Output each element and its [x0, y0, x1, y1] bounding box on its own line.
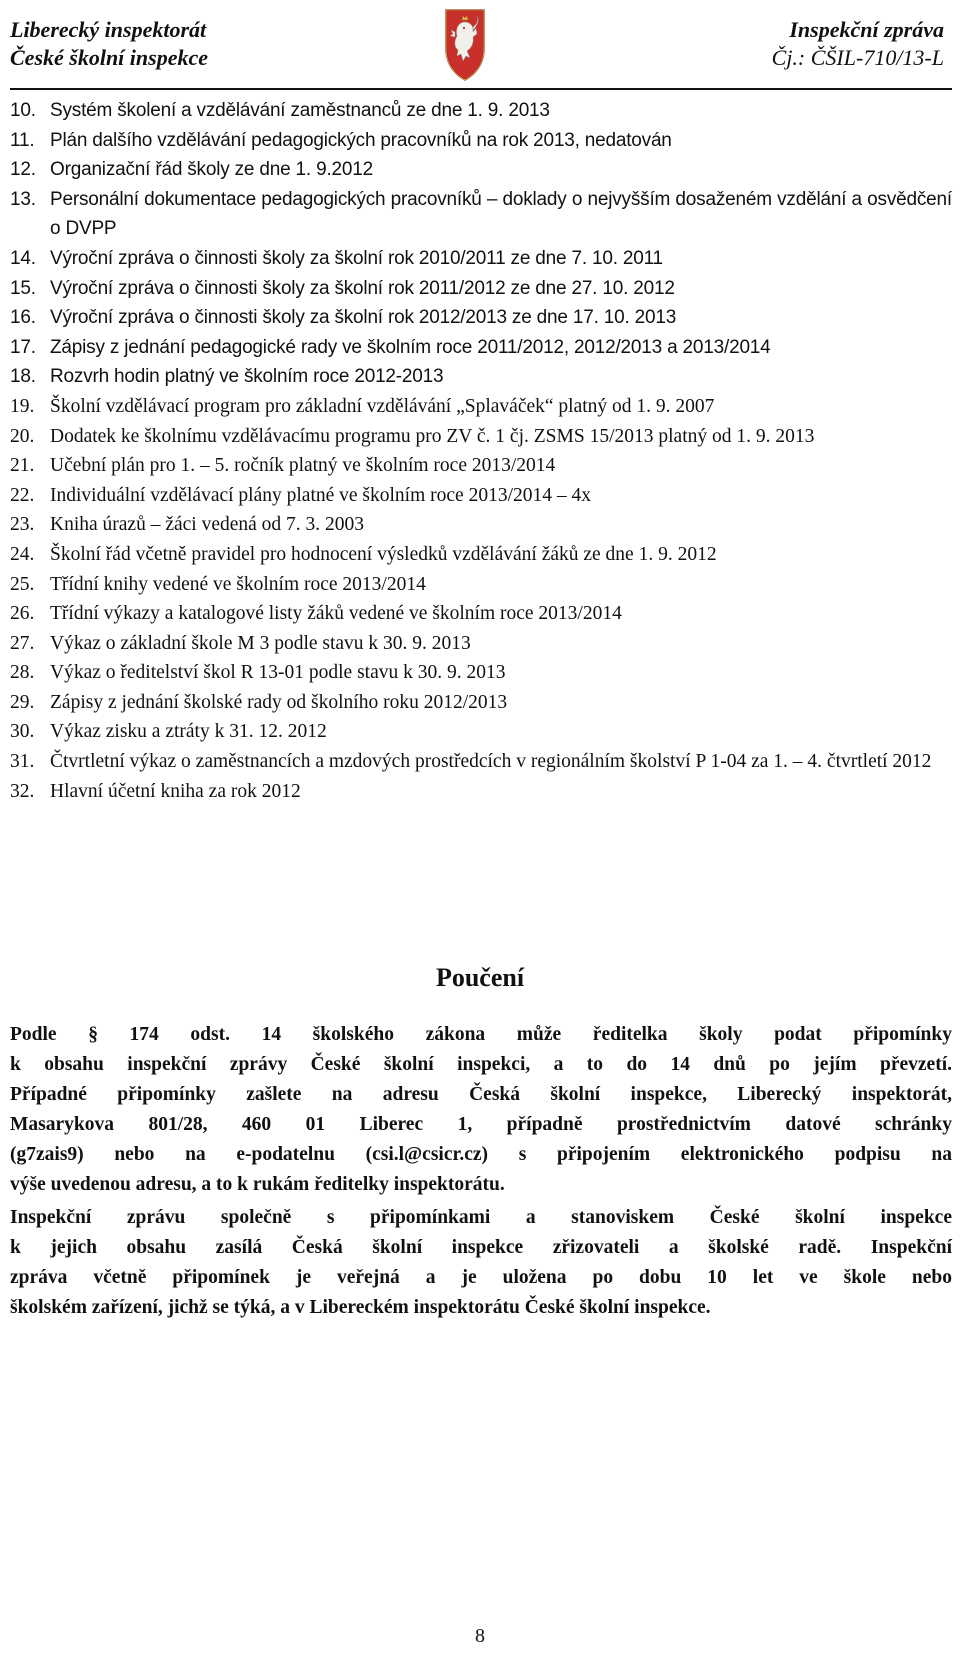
document-number: 18. [10, 366, 36, 388]
document-title: Výroční zpráva o činnosti školy za školní rok 2011/2012 ze dne 27. 10. 2012 [50, 277, 675, 299]
document-title: Zápisy z jednání školské rady od školního roku 2012/2013 [50, 691, 508, 713]
header-reference-number: Čj.: ČŠIL-710/13-L [771, 45, 944, 70]
document-list-item [10, 96, 952, 126]
header-institution: České školní inspekce [10, 45, 208, 70]
document-list-item [10, 185, 952, 244]
document-list-item [10, 599, 952, 629]
document-list-item [10, 688, 952, 718]
document-title: Hlavní účetní kniha za rok 2012 [50, 780, 301, 802]
document-title: Výkaz o základní škole M 3 podle stavu k 30. 9. 2013 [50, 632, 471, 654]
document-number: 32. [10, 780, 35, 802]
document-number: 25. [10, 573, 35, 595]
document-title: Personální dokumentace pedagogických pracovníků – doklady o nejvyšším dosaženém vzdělání a osvědčení o DVPP [50, 188, 952, 240]
document-list-item [10, 126, 952, 156]
document-number: 24. [10, 543, 35, 565]
document-list [10, 96, 952, 806]
document-title: Školní řád včetně pravidel pro hodnocení výsledků vzdělávání žáků ze dne 1. 9. 2012 [50, 543, 717, 565]
document-title: Kniha úrazů – žáci vedená od 7. 3. 2003 [50, 514, 365, 536]
document-list-item [10, 658, 952, 688]
document-title: Dodatek ke školnímu vzdělávacímu programu pro ZV č. 1 čj. ZSMS 15/2013 platný od 1. 9. 2013 [50, 425, 815, 447]
header-right [772, 16, 944, 72]
document-title: Zápisy z jednání pedagogické rady ve školním roce 2011/2012, 2012/2013 a 2013/2014 [50, 336, 771, 358]
document-list-item [10, 244, 952, 274]
document-list-item [10, 422, 952, 452]
document-title: Výroční zpráva o činnosti školy za školní rok 2012/2013 ze dne 17. 10. 2013 [50, 307, 677, 329]
document-number: 16. [10, 307, 36, 329]
document-number: 20. [10, 425, 35, 447]
document-list-item [10, 570, 952, 600]
paragraph-line: k jejich obsahu zasílá Česká školní inspekce zřizovateli a školské radě. Inspekční [10, 1237, 952, 1258]
paragraph-line: Masarykova 801/28, 460 01 Liberec 1, případně prostřednictvím datové schránky [10, 1114, 952, 1135]
instruction-paragraph-2 [10, 1203, 952, 1323]
document-number: 26. [10, 603, 35, 625]
document-title: Systém školení a vzdělávání zaměstnanců ze dne 1. 9. 2013 [50, 100, 550, 121]
document-list-item [10, 451, 952, 481]
document-number: 11. [10, 129, 35, 151]
document-title: Třídní knihy vedené ve školním roce 2013/2014 [50, 573, 426, 595]
instruction-paragraph-1 [10, 1020, 952, 1200]
document-list-item [10, 747, 952, 777]
document-list-item [10, 777, 952, 807]
document-list-item [10, 629, 952, 659]
document-list-item [10, 274, 952, 304]
section-title: Poučení [435, 963, 525, 992]
document-list-item [10, 510, 952, 540]
header-divider [10, 88, 952, 90]
document-title: Čtvrtletní výkaz o zaměstnancích a mzdových prostředcích v regionálním školství P 1-04 za 1. – 4. čtvrtletí 2012 [50, 751, 932, 773]
document-number: 19. [10, 395, 35, 417]
document-title: Individuální vzdělávací plány platné ve školním roce 2013/2014 – 4x [50, 484, 591, 506]
document-list-item [10, 362, 952, 392]
document-number: 22. [10, 484, 35, 506]
document-title: Výroční zpráva o činnosti školy za školní rok 2010/2011 ze dne 7. 10. 2011 [50, 247, 663, 269]
page-number: 8 [475, 1625, 485, 1647]
document-number: 13. [10, 188, 36, 210]
page-header [0, 0, 960, 92]
header-report-title: Inspekční zpráva [789, 17, 944, 42]
document-title: Učební plán pro 1. – 5. ročník platný ve školním roce 2013/2014 [50, 455, 556, 477]
document-number: 27. [10, 632, 35, 654]
paragraph-line: (g7zais9) nebo na e-podatelnu (csi.l@csicr.cz) s připojením elektronického podpisu na [10, 1144, 952, 1165]
paragraph-line: Případné připomínky zašlete na adresu Česká školní inspekce, Liberecký inspektorát, [10, 1084, 952, 1105]
document-number: 21. [10, 455, 35, 477]
document-list-item [10, 155, 952, 185]
document-title: Organizační řád školy ze dne 1. 9.2012 [50, 159, 373, 181]
document-title: Výkaz o ředitelství škol R 13-01 podle stavu k 30. 9. 2013 [50, 662, 506, 684]
document-list-item [10, 392, 952, 422]
document-number: 10. [10, 100, 36, 121]
document-number: 30. [10, 721, 35, 743]
document-list-item [10, 717, 952, 747]
document-title: Školní vzdělávací program pro základní vzdělávání „Splaváček“ platný od 1. 9. 2007 [50, 395, 715, 417]
paragraph-line: Podle § 174 odst. 14 školského zákona může ředitelka školy podat připomínky [10, 1024, 952, 1045]
document-number: 31. [10, 751, 35, 773]
paragraph-line: k obsahu inspekční zprávy České školní inspekci, a to do 14 dnů po jejím převzetí. [10, 1054, 952, 1075]
paragraph-line: školském zařízení, jichž se týká, a v Libereckém inspektorátu České školní inspekce. [10, 1297, 711, 1318]
header-left [10, 16, 208, 72]
document-list-item [10, 303, 952, 333]
header-inspectorate: Liberecký inspektorát [10, 17, 207, 42]
document-list-item [10, 481, 952, 511]
document-number: 14. [10, 247, 36, 269]
document-number: 17. [10, 336, 36, 358]
document-list-item [10, 540, 952, 570]
document-number: 12. [10, 159, 36, 181]
document-title: Rozvrh hodin platný ve školním roce 2012-2013 [50, 366, 444, 388]
document-title: Výkaz zisku a ztráty k 31. 12. 2012 [50, 721, 327, 743]
document-list-item [10, 333, 952, 363]
paragraph-line: výše uvedenou adresu, a to k rukám ředitelky inspektorátu. [10, 1174, 505, 1195]
document-title: Plán dalšího vzdělávání pedagogických pracovníků na rok 2013, nedatován [50, 129, 672, 151]
czech-coat-of-arms-icon [443, 6, 487, 82]
paragraph-line: zpráva včetně připomínek je veřejná a je uložena po dobu 10 let ve škole nebo [10, 1267, 952, 1288]
paragraph-line: Inspekční zprávu společně s připomínkami a stanoviskem České školní inspekce [10, 1207, 952, 1228]
document-title: Třídní výkazy a katalogové listy žáků vedené ve školním roce 2013/2014 [50, 603, 622, 625]
document-number: 23. [10, 514, 35, 536]
document-number: 29. [10, 691, 35, 713]
document-number: 15. [10, 277, 36, 299]
document-number: 28. [10, 662, 35, 684]
